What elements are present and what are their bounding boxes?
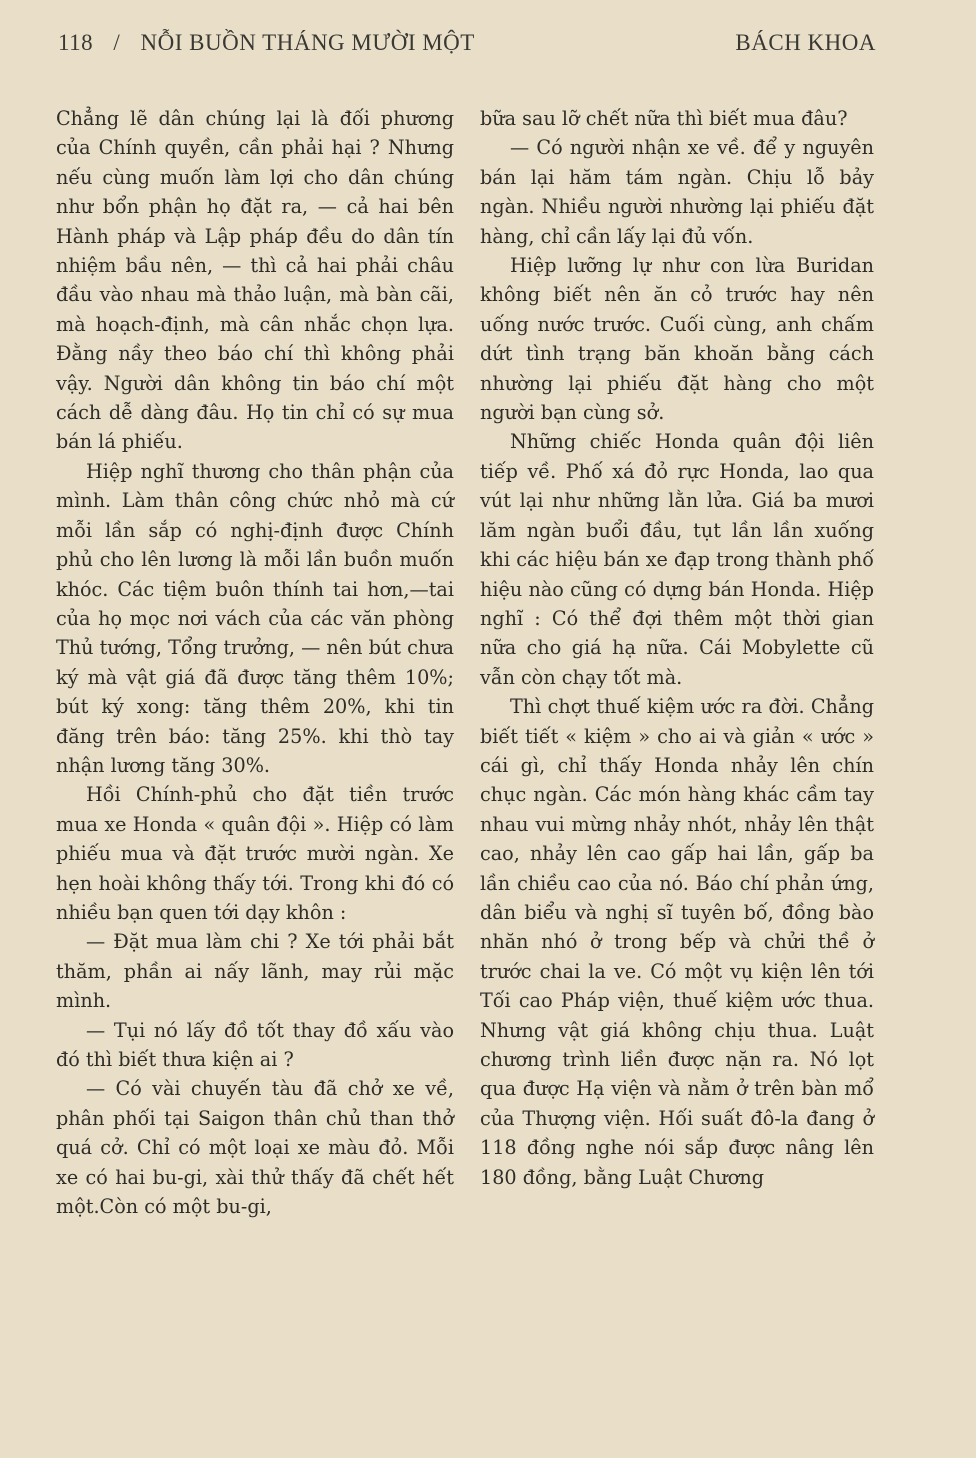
paragraph: Hiệp lưỡng lự như con lừa Buridan không biết nên ăn cỏ trước hay nên uống nước trước. Cuối cùng, anh chấm dứt tình trạng băn khoăn bằng cách nhường lại phiếu đặt hàng cho một người bạn cùng sở. bbox=[480, 254, 874, 425]
paragraph: — Có vài chuyến tàu đã chở xe về, phân phối tại Saigon thân chủ than thở quá cở. Chỉ có một loại xe màu đỏ. Mỗi xe có hai bu-gi, xài thử thấy đã chết hết một.Còn có một bu-gi, bbox=[56, 1077, 454, 1219]
magazine-name: BÁCH KHOA bbox=[735, 30, 876, 55]
left-column bbox=[56, 104, 454, 1221]
paragraph: Những chiếc Honda quân đội liên tiếp về. Phố xá đỏ rực Honda, lao qua vút lại như những lằn lửa. Giá ba mươi lăm ngàn buổi đầu, tụt lần lần xuống khi các hiệu bán xe đạp trong thành phố hiệu nào cũng có dựng bán Honda. Hiệp nghĩ : Có thể đợi thêm một thời gian nữa cho giá hạ nữa. Cái Mobylette cũ vẫn còn chạy tốt mà. bbox=[480, 430, 874, 689]
paragraph: Thì chợt thuế kiệm ước ra đời. Chẳng biết tiết « kiệm » cho ai và giản « ước » cái gì, chỉ thấy Honda nhảy lên chín chục ngàn. Các món hàng khác cầm tay nhau vui mừng nhảy nhót, nhảy lên thật cao, nhảy lên cao gấp hai lần, gấp ba lần chiều cao của nó. Báo chí phản ứng, dân biểu và nghị sĩ tuyên bố, đồng bào nhăn nhó ở trong bếp và chửi thề ở trước chai la ve. Có một vụ kiện lên tới Tối cao Pháp viện, thuế kiệm ước thua. Nhưng vật giá không chịu thua. Luật chương trình liền được nặn ra. Nó lọt qua được Hạ viện và nằm ở trên bàn mổ của Thượng viện. Hối suất đô-la đang ở 118 đồng nghe nói sắp được nâng lên 180 đồng, bằng Luật Chương bbox=[480, 695, 874, 1189]
paragraph: bữa sau lỡ chết nữa thì biết mua đâu? bbox=[480, 107, 848, 130]
right-column bbox=[480, 104, 874, 1192]
header-separator: / bbox=[113, 30, 121, 55]
header-left bbox=[58, 30, 489, 56]
page-number: 118 bbox=[58, 30, 94, 55]
running-header bbox=[58, 30, 876, 66]
article-title: NỖI BUỒN THÁNG MƯỜI MỘT bbox=[140, 30, 475, 55]
paragraph: Hồi Chính-phủ cho đặt tiền trước mua xe Honda « quân đội ». Hiệp có làm phiếu mua và đặt trước mười ngàn. Xe hẹn hoài không thấy tới. Trong khi đó có nhiều bạn quen tới dạy khôn : bbox=[56, 783, 454, 924]
paragraph: Chẳng lẽ dân chúng lại là đối phương của Chính quyền, cần phải hại ? Nhưng nếu cùng muốn làm lợi cho dân chúng như bổn phận họ đặt ra, — cả hai bên Hành pháp và Lập pháp đều do dân tín nhiệm bầu nên, — thì cả hai phải châu đầu vào nhau mà thảo luận, mà bàn cãi, mà hoạch-định, mà cân nhắc chọn lựa. Đằng nầy theo báo chí thì không phải vậy. Người dân không tin báo chí một cách dễ dàng đâu. Họ tin chỉ có sự mua bán lá phiếu. bbox=[56, 107, 454, 454]
paragraph: Hiệp nghĩ thương cho thân phận của mình. Làm thân công chức nhỏ mà cứ mỗi lần sắp có nghị-định được Chính phủ cho lên lương là mỗi lần buồn muốn khóc. Các tiệm buôn thính tai hơn,—tai của họ mọc nơi vách của các văn phòng Thủ tướng, Tổng trưởng, — nên bút chưa ký mà vật giá đã được tăng thêm 10%; bút ký xong: tăng thêm 20%, khi tin đăng trên báo: tăng 25%. khi thò tay nhận lương tăng 30%. bbox=[56, 459, 454, 777]
paragraph: — Có người nhận xe về. để y nguyên bán lại hăm tám ngàn. Chịu lỗ bảy ngàn. Nhiều người nhường lại phiếu đặt hàng, chỉ cần lấy lại đủ vốn. bbox=[480, 136, 874, 248]
paragraph: — Tụi nó lấy đồ tốt thay đồ xấu vào đó thì biết thưa kiện ai ? bbox=[56, 1018, 454, 1071]
paragraph: — Đặt mua làm chi ? Xe tới phải bắt thăm, phần ai nấy lãnh, may rủi mặc mình. bbox=[56, 930, 454, 1013]
